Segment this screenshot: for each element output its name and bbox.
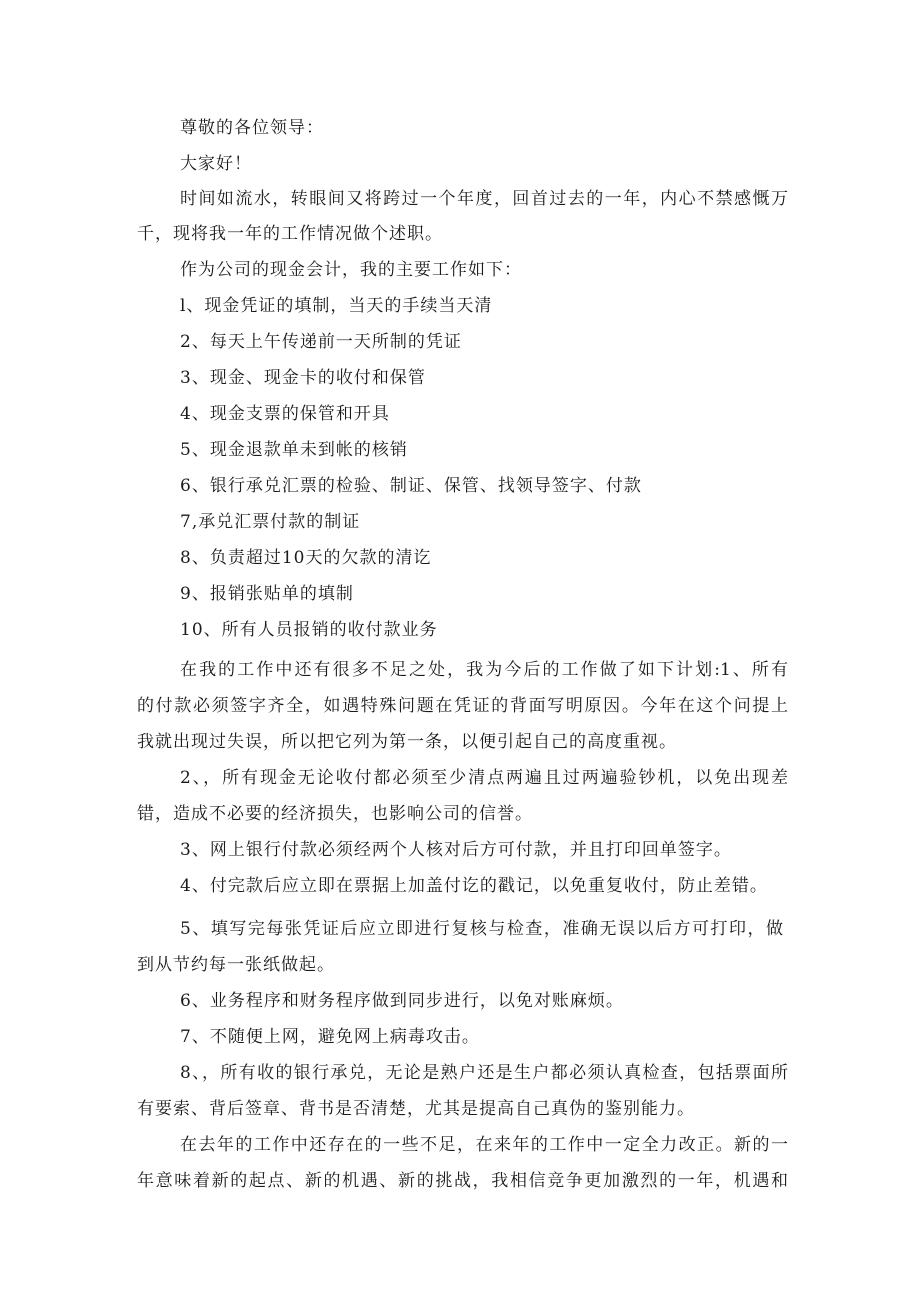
greeting: 大家好！ [180, 154, 252, 174]
plan-line: 有要索、背后签章、背书是否清楚，尤其是提高自己真伪的鉴别能力。 [137, 1099, 695, 1119]
plan-line: 错，造成不必要的经济损失，也影响公司的信誉。 [137, 804, 533, 824]
intro-line: 千，现将我一年的工作情况做个述职。 [137, 224, 443, 244]
duty-item: 3、现金、现金卡的收付和保管 [180, 368, 426, 388]
intro-line: 时间如流水，转眼间又将跨过一个年度，回首过去的一年，内心不禁感慨万 [180, 189, 788, 209]
duty-item: 10、所有人员报销的收付款业务 [180, 620, 438, 640]
duty-item: 5、现金退款单未到帐的核销 [180, 440, 408, 460]
plan-line: 8、，所有收的银行承兑，无论是熟户还是生户都必须认真检查，包括票面所 [180, 1063, 788, 1083]
plan-line: 在我的工作中还有很多不足之处，我为今后的工作做了如下计划:1、所有 [180, 660, 788, 680]
plan-line: 7、不随便上网，避免网上病毒攻击。 [180, 1027, 480, 1047]
plan-line: 的付款必须签字齐全，如遇特殊问题在凭证的背面写明原因。今年在这个问提上 [137, 696, 788, 716]
duty-item: 9、报销张贴单的填制 [180, 584, 354, 604]
plan-line: 我就出现过失误，所以把它列为第一条，以便引起自己的高度重视。 [137, 732, 677, 752]
closing-line: 在去年的工作中还存在的一些不足，在来年的工作中一定全力改正。新的一 [180, 1135, 788, 1155]
duty-item: l、现金凭证的填制，当天的手续当天清 [180, 296, 493, 316]
plan-line: 5、填写完每张凭证后应立即进行复核与检查，准确无误以后方可打印，做 [180, 919, 783, 939]
duty-item: 4、现金支票的保管和开具 [180, 404, 390, 424]
plan-line: 6、业务程序和财务程序做到同步进行，以免对账麻烦。 [180, 991, 624, 1011]
duty-item: 8、负责超过10天的欠款的清讫 [180, 548, 432, 568]
duty-item: 2、每天上午传递前一天所制的凭证 [180, 332, 462, 352]
plan-line: 2、，所有现金无论收付都必须至少清点两遍且过两遍验钞机，以免出现差 [180, 768, 788, 788]
duty-item: 6、银行承兑汇票的检验、制证、保管、找领导签字、付款 [180, 476, 642, 496]
salutation: 尊敬的各位领导： [180, 118, 324, 138]
plan-line: 到从节约每一张纸做起。 [137, 955, 335, 975]
plan-line: 4、付完款后应立即在票据上加盖付讫的戳记，以免重复收付，防止差错。 [180, 876, 768, 896]
duties-heading: 作为公司的现金会计，我的主要工作如下： [180, 260, 522, 280]
closing-line: 年意味着新的起点、新的机遇、新的挑战，我相信竞争更加激烈的一年，机遇和 [137, 1171, 788, 1191]
plan-line: 3、网上银行付款必须经两个人核对后方可付款，并且打印回单签字。 [180, 840, 732, 860]
duty-item: 7,承兑汇票付款的制证 [180, 512, 361, 532]
